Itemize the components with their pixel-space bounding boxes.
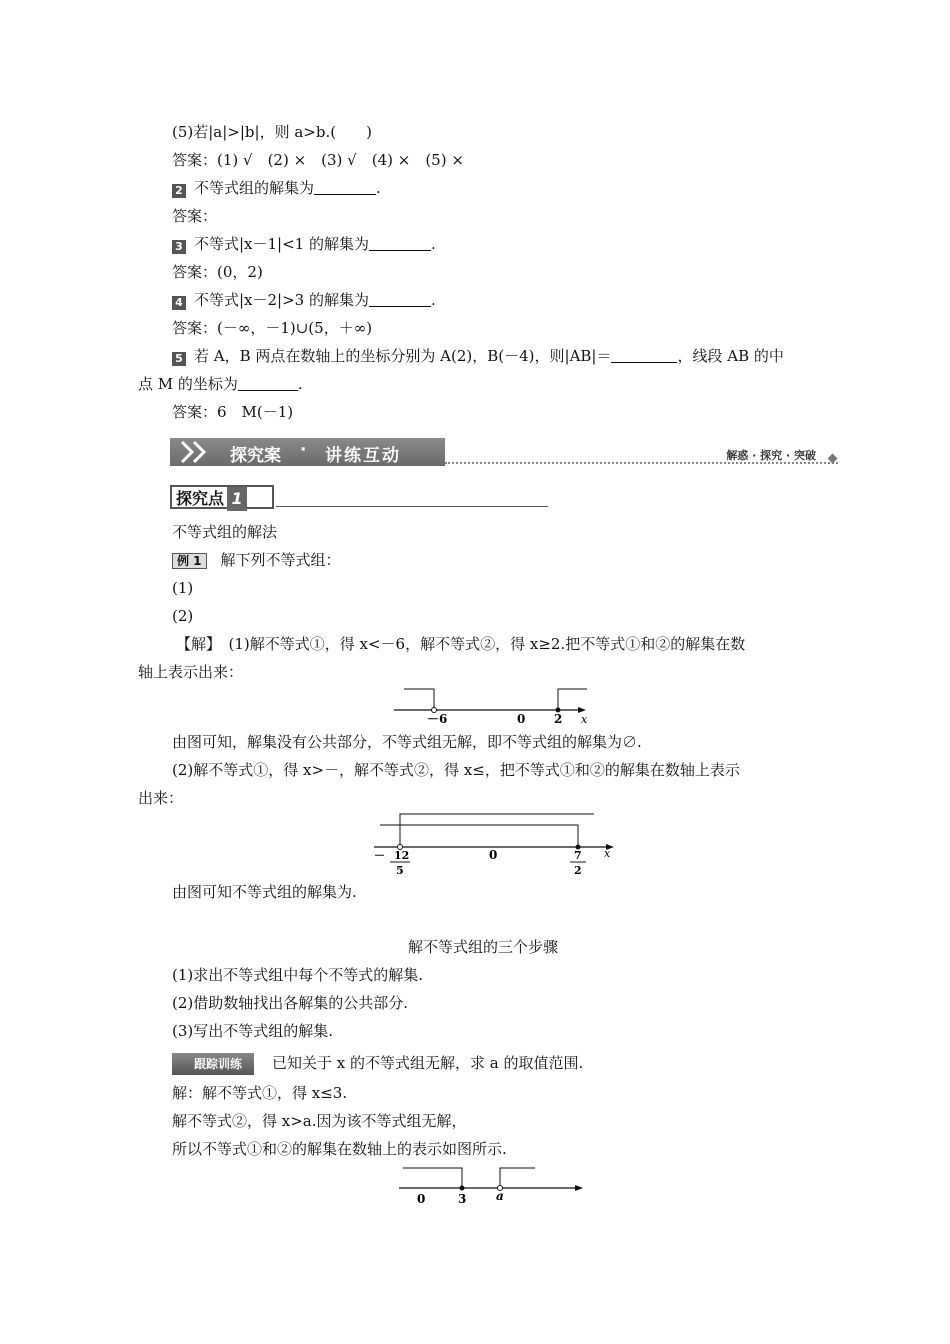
training-prompt: 跟踪训练 已知关于 x 的不等式组无解，求 a 的取值范围. <box>172 1053 583 1075</box>
tick-label: 0 <box>417 1192 426 1206</box>
question-4: 4 不等式|x－2|>3 的解集为 . <box>172 290 436 310</box>
banner-subtitle: 讲练互动 <box>325 446 401 466</box>
answer-2: 答案： <box>172 207 218 225</box>
tick-label: 0 <box>517 712 526 725</box>
tick-numerator: 7 <box>574 849 582 862</box>
answer-blank <box>369 236 431 251</box>
question-3: 3 不等式|x－1|<1 的解集为 . <box>172 234 436 254</box>
step-3: (3)写出不等式组的解集. <box>172 1022 334 1040</box>
tick-denominator: 5 <box>396 864 404 877</box>
banner-dot: · <box>300 440 307 460</box>
question-number-badge: 2 <box>172 184 186 198</box>
section-rule <box>276 506 548 507</box>
answer-blank <box>238 376 298 391</box>
solution-line-3: 由图可知，解集没有公共部分，不等式组无解，即不等式组的解集为∅. <box>172 733 642 751</box>
question-number-badge: 5 <box>172 352 186 366</box>
training-line-3: 所以不等式①和②的解集在数轴上的表示如图所示. <box>172 1140 507 1158</box>
example-badge: 例 1 <box>172 553 207 569</box>
number-line-2 <box>370 808 620 878</box>
tick-label: －6 <box>427 712 448 725</box>
section-banner <box>170 438 838 468</box>
example-part-2: (2) <box>172 607 194 625</box>
double-chevron-icon <box>180 441 224 463</box>
steps-title: 解不等式组的三个步骤 <box>408 938 559 956</box>
axis-x-label: x <box>581 713 588 725</box>
solution-line-2: 轴上表示出来： <box>138 663 244 681</box>
step-2: (2)借助数轴找出各解集的公共部分. <box>172 994 409 1012</box>
solution-line-1: 【解】 (1)解不等式①，得 x<－6，解不等式②，得 x≥2.把不等式①和②的解集在数 <box>176 635 746 653</box>
solution-line-6: 由图可知不等式组的解集为. <box>172 883 357 901</box>
section-heading: 探究点 1 <box>170 485 274 509</box>
question-5b: 5 若 A，B 两点在数轴上的坐标分别为 A(2)，B(－4)，则|AB|＝ ，线段 AB 的中 <box>172 346 784 366</box>
axis-x-label: x <box>604 847 611 860</box>
example-prompt: 例 1 解下列不等式组： <box>172 550 341 570</box>
tick-label: a <box>496 1189 504 1203</box>
step-1: (1)求出不等式组中每个不等式的解集. <box>172 966 424 984</box>
solution-line-5: 出来： <box>138 789 184 807</box>
question-5b-cont: 点 M 的坐标为 . <box>138 375 303 393</box>
answer-blank <box>611 348 677 363</box>
answer-blank <box>369 292 431 307</box>
answer-5: 答案：6 M(－1) <box>172 403 294 421</box>
tick-label: 0 <box>489 848 498 862</box>
example-part-1: (1) <box>172 579 194 597</box>
number-line-3 <box>395 1160 590 1210</box>
answer-1: 答案：(1) √ (2) × (3) √ (4) × (5) × <box>172 151 464 169</box>
banner-tagline: 解惑 · 探究 · 突破 <box>726 449 816 462</box>
question-number-badge: 3 <box>172 240 186 254</box>
number-line-1 <box>390 683 590 725</box>
tick-numerator: 12 <box>394 849 410 862</box>
tick-denominator: 2 <box>574 864 582 877</box>
training-line-2: 解不等式②，得 x>a.因为该不等式组无解， <box>172 1112 467 1130</box>
section-number: 1 <box>227 487 247 511</box>
topic-title: 不等式组的解法 <box>172 523 278 541</box>
tick-label: 3 <box>458 1192 467 1206</box>
training-line-1: 解：解不等式①，得 x≤3. <box>172 1084 348 1102</box>
question-2: 2 不等式组的解集为 . <box>172 178 381 198</box>
tick-neg-sign: － <box>374 849 385 862</box>
question-number-badge: 4 <box>172 296 186 310</box>
solution-line-4: (2)解不等式①，得 x>－，解不等式②，得 x≤，把不等式①和②的解集在数轴上表示 <box>172 761 740 779</box>
training-badge: 跟踪训练 <box>172 1053 254 1075</box>
banner-title: 探究案 <box>230 446 281 466</box>
answer-blank <box>314 180 376 195</box>
tick-label: 2 <box>554 712 563 725</box>
answer-3: 答案：(0，2) <box>172 263 263 281</box>
question-5: (5)若|a|>|b|，则 a>b.( ) <box>172 123 372 141</box>
answer-4: 答案：(－∞，－1)∪(5，＋∞) <box>172 319 373 337</box>
